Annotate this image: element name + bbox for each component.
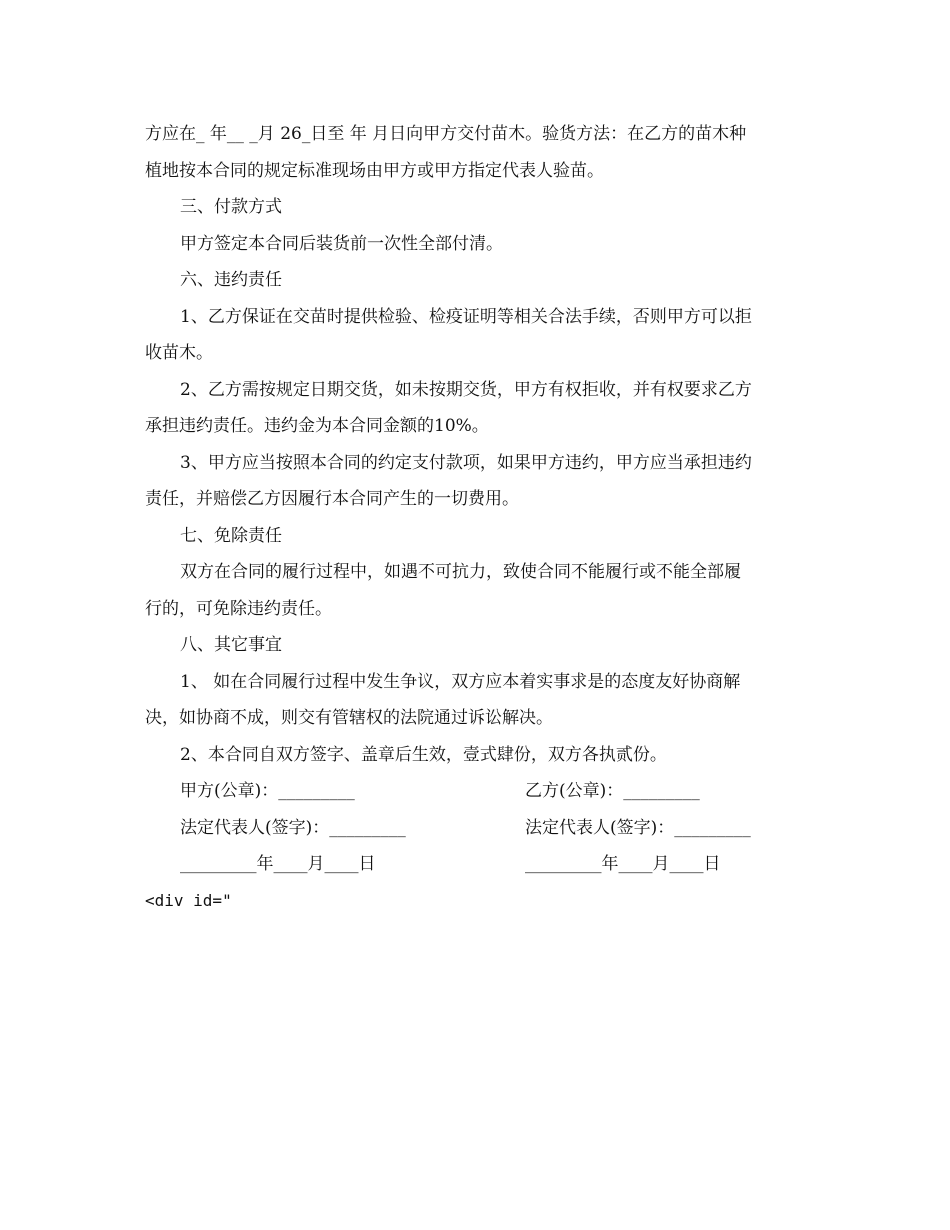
- paragraph-delivery-line2: 植地按本合同的规定标准现场由甲方或甲方指定代表人验苗。: [145, 160, 604, 181]
- paragraph-exemption-line1: 双方在合同的履行过程中，如遇不可抗力，致使合同不能履行或不能全部履: [180, 562, 741, 582]
- heading-payment-method: 三、付款方式: [180, 197, 282, 217]
- heading-breach-liability: 六、违约责任: [180, 270, 282, 290]
- heading-exemption: 七、免除责任: [180, 525, 282, 546]
- paragraph-breach-2-line1: 2、乙方需按规定日期交货，如未按期交货，甲方有权拒收，并有权要求乙方: [180, 379, 752, 400]
- party-b-representative: 法定代表人(签字)：_________: [525, 817, 751, 838]
- document-body: [145, 0, 805, 919]
- trailing-code-fragment: <div id=": [145, 890, 232, 910]
- paragraph-dispute-line2: 决，如协商不成，则交有管辖权的法院通过诉讼解决。: [145, 708, 553, 728]
- signature-row-date: [145, 846, 805, 883]
- party-b-seal: 乙方(公章)：_________: [525, 781, 700, 801]
- paragraph-exemption-line2: 行的，可免除违约责任。: [145, 598, 332, 619]
- paragraph-effective: 2、本合同自双方签字、盖章后生效，壹式肆份，双方各执贰份。: [180, 744, 667, 765]
- paragraph-breach-3-line1: 3、甲方应当按照本合同的约定支付款项，如果甲方违约，甲方应当承担违约: [180, 452, 752, 473]
- paragraph-breach-3-line2: 责任，并赔偿乙方因履行本合同产生的一切费用。: [145, 489, 519, 509]
- signature-row-seal: [145, 773, 805, 810]
- party-a-seal: 甲方(公章)：_________: [180, 781, 355, 801]
- party-a-representative: 法定代表人(签字)：_________: [180, 817, 406, 838]
- paragraph-delivery-line1: 方应在_ 年__ _月 26_日至 年 月日向甲方交付苗木。验货方法：在乙方的苗木种: [145, 124, 747, 144]
- paragraph-breach-1-line2: 收苗木。: [145, 343, 213, 363]
- party-a-date: _________年____月____日: [180, 854, 376, 874]
- paragraph-breach-2-line2: 承担违约责任。违约金为本合同金额的10%。: [145, 416, 489, 436]
- heading-other-matters: 八、其它事宜: [180, 635, 282, 655]
- signature-row-representative: [145, 810, 805, 847]
- paragraph-payment: 甲方签定本合同后装货前一次性全部付清。: [180, 233, 503, 254]
- party-b-date: _________年____月____日: [525, 854, 721, 874]
- paragraph-dispute-line1: 1、 如在合同履行过程中发生争议，双方应本着实事求是的态度友好协商解: [180, 671, 741, 692]
- paragraph-breach-1-line1: 1、乙方保证在交苗时提供检验、检疫证明等相关合法手续，否则甲方可以拒: [180, 306, 752, 327]
